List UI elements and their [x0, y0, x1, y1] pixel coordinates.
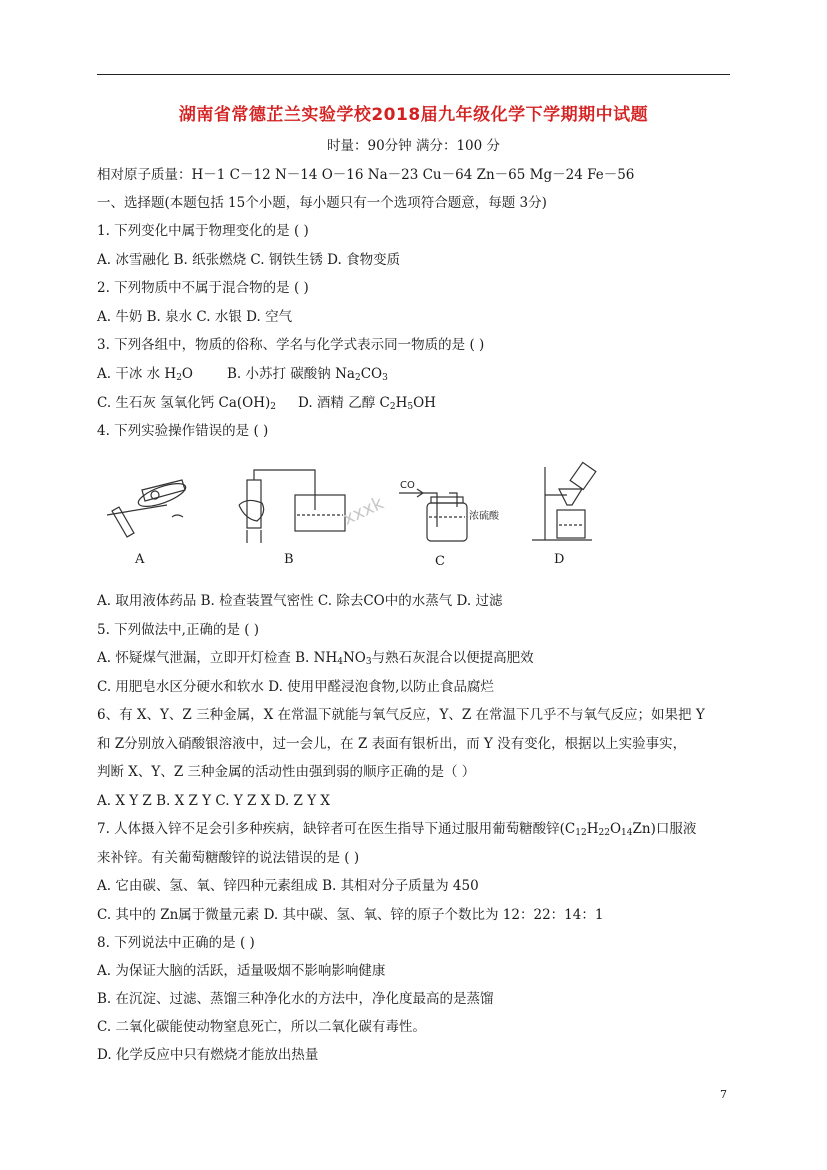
atomic-mass-line: 相对原子质量：H－1 C－12 N－14 O－16 Na－23 Cu－64 Zn－65 Mg－24 Fe－56 [97, 167, 635, 183]
q5-sub2: 3 [365, 657, 372, 667]
q7-sub-22: 22 [598, 828, 610, 838]
q3-a-sub: 2 [176, 373, 182, 383]
time-info: 时量：90分钟 满分：100 分 [326, 138, 501, 154]
q3-option-d: D. 酒精 乙醇 C [298, 395, 390, 411]
q5-option-ab-text: A. 怀疑煤气泄漏，立即开灯检查 B. NH [97, 650, 338, 666]
question-5-stem: 5. 下列做法中,正确的是 ( ) [97, 622, 260, 638]
q7-o: O [609, 821, 622, 837]
question-5-options-cd: C. 用肥皂水区分硬水和软水 D. 使用甲醛浸泡食物,以防止食品腐烂 [97, 679, 494, 695]
q7-sub-12: 12 [575, 828, 587, 838]
q3-option-a: A. 干冰 水 H [97, 366, 177, 382]
q3-b-sub2: 3 [382, 373, 388, 383]
q3-b-sub1: 2 [354, 373, 361, 383]
question-4-options: A. 取用液体药品 B. 检查装置气密性 C. 除去CO中的水蒸气 D. 过滤 [97, 593, 503, 609]
lab-apparatus-figure [97, 455, 617, 585]
question-6-options: A. X Y Z B. X Z Y C. Y Z X D. Z Y X [97, 793, 331, 809]
question-3-options-ab [97, 365, 388, 387]
q3-b-mid: CO [360, 366, 383, 382]
figure-label-d: D [554, 552, 565, 567]
apparatus-c-drawing [399, 489, 467, 541]
q7-sub-14: 14 [621, 828, 633, 838]
question-7-line-1 [97, 820, 696, 842]
question-5-options-ab [97, 649, 534, 671]
figure-label-b: B [284, 552, 294, 567]
question-8-option-a: A. 为保证大脑的活跃，适量吸烟不影响影响健康 [97, 963, 386, 979]
question-2-options: A. 牛奶 B. 泉水 C. 水银 D. 空气 [97, 309, 293, 325]
question-1-stem: 1. 下列变化中属于物理变化的是 ( ) [97, 223, 309, 239]
figure-label-a: A [135, 552, 145, 567]
q3-option-b: B. 小苏打 碳酸钠 Na [227, 366, 355, 382]
apparatus-d-drawing [532, 462, 596, 540]
conc-acid-label: 浓硫酸 [469, 511, 499, 522]
page-number: 7 [720, 1088, 727, 1101]
apparatus-b-drawing [239, 470, 345, 543]
q5-sub1: 4 [337, 657, 343, 667]
question-6-line-3: 判断 X、Y、Z 三种金属的活动性由强到弱的顺序正确的是（ ） [97, 764, 476, 780]
figure-label-c: C [435, 554, 445, 569]
co-label: CO [400, 480, 415, 491]
question-4-stem: 4. 下列实验操作错误的是 ( ) [97, 423, 269, 439]
question-8-stem: 8. 下列说法中正确的是 ( ) [97, 935, 255, 951]
q3-d-sub1: 2 [389, 402, 396, 412]
question-8-option-d: D. 化学反应中只有燃烧才能放出热量 [97, 1047, 319, 1063]
question-8-option-c: C. 二氧化碳能使动物窒息死亡，所以二氧化碳有毒性。 [97, 1019, 426, 1035]
question-7-options-cd: C. 其中的 Zn属于微量元素 D. 其中碳、氢、氧、锌的原子个数比为 12：22：14：1 [97, 907, 604, 923]
q7-h: H [586, 821, 599, 837]
section-heading: 一、选择题(本题包括 15个小题，每小题只有一个选项符合题意，每题 3分) [97, 195, 547, 211]
question-6-line-1: 6、有 X、Y、Z 三种金属，X 在常温下就能与氧气反应，Y、Z 在常温下几乎不与氧气反应；如果把 Y [97, 707, 705, 723]
question-7-line-2: 来补锌。有关葡萄糖酸锌的说法错误的是 ( ) [97, 850, 360, 866]
q7-text-b: 口服液 [655, 821, 697, 837]
q3-d-oh: OH [413, 395, 436, 411]
q3-d-h: H [395, 395, 408, 411]
header-rule [97, 74, 730, 75]
question-2-stem: 2. 下列物质中不属于混合物的是 ( ) [97, 280, 309, 296]
apparatus-a-drawing [107, 479, 188, 537]
q7-zn: Zn) [632, 821, 656, 837]
q5-option-b-tail: 与熟石灰混合以便提高肥效 [371, 650, 534, 666]
q3-option-c: C. 生石灰 氢氧化钙 Ca(OH) [97, 395, 271, 411]
page-title: 湖南省常德芷兰实验学校2018届九年级化学下学期期中试题 [178, 105, 649, 125]
question-6-line-2: 和 Z分别放入硝酸银溶液中，过一会儿，在 Z 表面有银析出，而 Y 没有变化，根据以上实验事实， [97, 736, 687, 752]
question-1-options: A. 冰雪融化 B. 纸张燃烧 C. 钢铁生锈 D. 食物变质 [97, 252, 401, 268]
question-3-options-cd [97, 394, 436, 416]
question-7-options-ab: A. 它由碳、氢、氧、锌四种元素组成 B. 其相对分子质量为 450 [97, 878, 479, 894]
q3-d-sub2: 5 [407, 402, 414, 412]
q3-c-sub: 2 [270, 402, 276, 412]
question-8-option-b: B. 在沉淀、过滤、蒸馏三种净化水的方法中，净化度最高的是蒸馏 [97, 991, 494, 1007]
q5-no: NO [342, 650, 366, 666]
question-3-stem: 3. 下列各组中，物质的俗称、学名与化学式表示同一物质的是 ( ) [97, 337, 485, 353]
q3-a-tail: O [181, 366, 193, 382]
watermark-text: xxxk [339, 492, 387, 530]
q7-text-a: 7. 人体摄入锌不足会引多种疾病，缺锌者可在医生指导下通过服用葡萄糖酸锌(C [97, 821, 576, 837]
apparatus-drawing [97, 455, 617, 585]
